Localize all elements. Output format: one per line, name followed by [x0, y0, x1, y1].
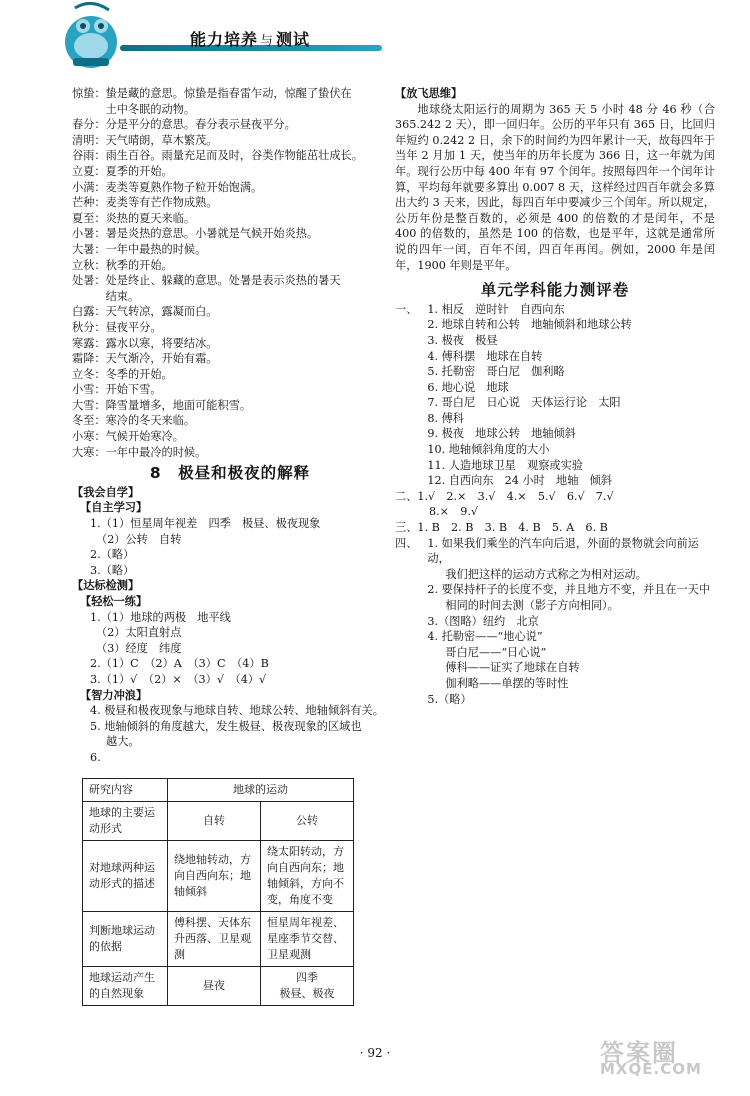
solar-term-row [72, 242, 388, 258]
extension-heading: 【放飞思维】 [395, 86, 463, 100]
answer-line: 2. 要保持杆子的长度不变，并且地方不变，并且在一天中 [427, 583, 711, 597]
solar-term-row [72, 164, 388, 180]
left-column [72, 86, 388, 1006]
mascot-logo-icon [55, 0, 130, 75]
page-number: · 92 · [359, 1046, 391, 1060]
definition-line: 麦类等夏熟作物子粒开始饱满。 [105, 180, 263, 194]
definition-line: 麦类等有芒作物成熟。 [105, 196, 218, 210]
table-cell: 地球的主要运动形式 [83, 801, 168, 840]
table-row [83, 801, 354, 840]
solar-term-name: 夏至： [72, 211, 106, 225]
answer-line: 3.（图略）纽约 北京 [427, 614, 539, 628]
solar-term-definition [106, 304, 218, 320]
table-cell: 傅科摆、天体东升西落、卫星观测 [168, 911, 261, 966]
table-cell: 公转 [261, 801, 354, 840]
solar-term-name: 小暑： [72, 227, 106, 241]
answer-line: 3.（略） [90, 563, 135, 577]
solar-term-row [72, 117, 388, 133]
solar-term-row [72, 211, 388, 227]
answer-line: 5. 托勒密 哥白尼 伽利略 [427, 365, 565, 379]
solar-term-definition [106, 164, 173, 180]
challenge-heading: 【智力冲浪】 [80, 687, 148, 702]
solar-term-row [72, 273, 388, 304]
solar-term-definition [106, 195, 218, 211]
right-column [395, 86, 715, 707]
table-row [83, 966, 354, 1005]
solar-term-definition [106, 320, 162, 336]
solar-term-row [72, 413, 388, 429]
solar-term-definition [106, 133, 218, 149]
book-title: 能力培养 与 测试 [190, 30, 311, 49]
solar-term-name: 春分： [72, 118, 106, 132]
answer-line: 越大。 [106, 735, 140, 749]
watermark [600, 1039, 702, 1078]
solar-term-row [72, 86, 388, 117]
check-heading: 【达标检测】 [72, 578, 140, 593]
table-cell: 自转 [168, 801, 261, 840]
answer-line: 2.（1）C （2）A （3）C （4）B [90, 657, 269, 671]
solar-term-name: 寒露： [72, 336, 106, 350]
table-header-cell: 地球的运动 [168, 778, 354, 801]
definition-line: 冬季的开始。 [105, 367, 173, 381]
solar-term-name: 谷雨： [72, 149, 106, 163]
solar-term-row [72, 226, 388, 242]
definition-line: 暑是炎热的意思。小暑就是气候开始炎热。 [105, 227, 319, 241]
part2: 二、1.√ 2.× 3.√ 4.× 5.√ 6.√ 7.√ [395, 489, 614, 503]
solar-term-definition [106, 398, 251, 414]
part-label: 四、 [395, 536, 418, 550]
answer-line: 7. 哥白尼 日心说 天体运行论 太阳 [427, 396, 621, 410]
table-cell: 绕太阳转动，方向自西向东；地轴倾斜，方向不变，角度不变 [261, 840, 354, 911]
definition-line: 开始下雪。 [105, 383, 162, 397]
solar-term-name: 小雪： [72, 383, 106, 397]
definition-line: 露水以寒，将要结冰。 [105, 336, 218, 350]
definition-line: 蛰是藏的意思。惊蛰是指春雷乍动，惊醒了蛰伏在 [105, 87, 352, 100]
definition-line: 雨生百谷。雨量充足而及时，谷类作物能茁壮成长。 [105, 149, 363, 163]
definition-line: 天气渐冷，开始有霜。 [105, 352, 218, 366]
solar-term-name: 小寒： [72, 430, 106, 444]
solar-term-definition [106, 336, 218, 352]
table-header-cell: 研究内容 [83, 778, 168, 801]
solar-term-row [72, 382, 388, 398]
definition-line: 一年中最热的时候。 [105, 242, 207, 256]
answer-line: 6. [90, 750, 101, 764]
solar-term-name: 立夏： [72, 164, 106, 178]
answer-line: 1.（1）地球的两极 地平线 [90, 610, 231, 624]
definition-line: 昼夜平分。 [105, 320, 162, 334]
definition-line: 气候开始寒冷。 [105, 430, 184, 444]
definition-line: 炎热的夏天来临。 [105, 211, 196, 225]
definition-line: 土中冬眠的动物。 [105, 102, 196, 116]
answer-line: 4. 极昼和极夜现象与地球自转、地球公转、地轴倾斜有关。 [90, 704, 384, 718]
table-cell: 判断地球运动的依据 [83, 911, 168, 966]
answer-line: 6. 地心说 地球 [427, 380, 509, 394]
solar-term-row [72, 133, 388, 149]
solar-term-name: 大暑： [72, 242, 106, 256]
solar-term-definition [106, 429, 184, 445]
answer-line: （2）太阳直射点 [96, 626, 182, 640]
part-label: 一、 [395, 302, 418, 316]
solar-term-name: 惊蛰： [72, 87, 106, 100]
answer-line: 傅科——证实了地球在自转 [445, 661, 580, 675]
solar-term-row [72, 429, 388, 445]
solar-term-name: 霜降： [72, 352, 106, 366]
answer-line: 1. 如果我们乘坐的汽车向后退，外面的景物就会向前运动， [427, 536, 699, 566]
section-title: 8 极昼和极夜的解释 [149, 464, 311, 483]
definition-line: 夏季的开始。 [105, 164, 173, 178]
definition-line: 天气晴朗，草木繁茂。 [105, 133, 218, 147]
answer-line: （2）公转 自转 [96, 532, 182, 546]
solar-term-definition [106, 211, 196, 227]
solar-term-definition [106, 445, 207, 461]
solar-term-row [72, 367, 388, 383]
answer-line: 10. 地轴倾斜角度的大小 [427, 443, 550, 457]
answer-line: 5. 地轴倾斜的角度越大，发生极昼、极夜现象的区域也 [90, 719, 362, 733]
solar-term-definition [106, 351, 218, 367]
solar-term-row [72, 320, 388, 336]
table-cell [261, 966, 354, 1005]
earth-motion-table [82, 778, 354, 1006]
easy-heading: 【轻松一练】 [80, 594, 148, 608]
answer-line: 8. 傅科 [427, 411, 464, 425]
solar-term-name: 冬至： [72, 414, 106, 428]
table-row [83, 911, 354, 966]
answer-line: 12. 自西向东 24 小时 地轴 倾斜 [427, 474, 612, 488]
solar-term-definition [106, 273, 341, 304]
solar-term-row [72, 336, 388, 352]
solar-term-definition [106, 226, 319, 242]
definition-line: 天气转凉，露凝而白。 [105, 305, 218, 319]
solar-term-definition [106, 148, 363, 164]
answer-line: 1. 相反 逆时针 自西向东 [427, 302, 565, 316]
solar-term-name: 处暑： [72, 274, 106, 288]
answer-line: 相同的时间去测（影子方向相同）。 [445, 599, 619, 612]
definition-line: 一年中最冷的时候。 [105, 445, 207, 459]
table-cell: 地球运动产生的自然现象 [83, 966, 168, 1005]
solar-term-definition [106, 180, 263, 196]
part1 [395, 302, 715, 489]
answer-line: 4. 傅科摆 地球在自转 [427, 349, 543, 363]
table-cell-line: 四季 [296, 970, 318, 984]
table-cell: 恒星周年视差、星座季节交替、卫星观测 [261, 911, 354, 966]
solar-term-name: 立秋： [72, 258, 106, 272]
solar-term-name: 立冬： [72, 367, 106, 381]
watermark-line: 答案圈 [600, 1039, 678, 1067]
solar-term-definition [106, 367, 173, 383]
answer-line: 2. 地球自转和公转 地轴倾斜和地球公转 [427, 318, 632, 332]
solar-term-definition [106, 413, 196, 429]
watermark-line: MXQE.COM [600, 1060, 702, 1078]
solar-term-name: 白露： [72, 305, 106, 319]
solar-term-row [72, 180, 388, 196]
solar-term-name: 芒种： [72, 196, 106, 210]
answer-line: 伽利略——单摆的等时性 [445, 676, 569, 690]
definition-line: 寒冷的冬天来临。 [105, 414, 196, 428]
answer-line: 11. 人造地球卫星 观察或实验 [427, 458, 583, 472]
definition-line: 分是平分的意思。春分表示昼夜平分。 [105, 118, 296, 132]
table-cell-line: 极昼、极夜 [279, 986, 335, 1000]
solar-term-row [72, 258, 388, 274]
solar-term-name: 大寒： [72, 445, 106, 459]
definition-line: 结束。 [105, 289, 140, 303]
solar-term-definition [106, 382, 162, 398]
part4 [395, 536, 715, 708]
definition-line: 降雪量增多，地面可能积雪。 [105, 398, 252, 412]
answer-line: 9. 极夜 地球公转 地轴倾斜 [427, 427, 576, 441]
definition-line: 秋季的开始。 [105, 258, 173, 272]
table-cell: 绕地轴转动，方向自西向东；地轴倾斜 [168, 840, 261, 911]
part3: 三、1. B 2. B 3. B 4. B 5. A 6. B [395, 521, 608, 535]
self-study-heading: 【我会自学】 [72, 484, 140, 499]
table-cell: 对地球两种运动形式的描述 [83, 840, 168, 911]
solar-term-name: 大雪： [72, 398, 106, 412]
answer-line: 5.（略） [427, 692, 472, 706]
answer-line: 我们把这样的运动方式称之为相对运动。 [445, 567, 647, 581]
solar-term-row [72, 195, 388, 211]
solar-term-name: 小满： [72, 180, 106, 194]
answer-line: （3）经度 纬度 [96, 641, 182, 655]
answer-line: 2.（略） [90, 548, 135, 562]
self-learn-heading: 【自主学习】 [80, 500, 148, 515]
solar-term-row [72, 304, 388, 320]
solar-term-name: 清明： [72, 133, 106, 147]
table-cell: 昼夜 [168, 966, 261, 1005]
solar-term-definition [106, 86, 352, 117]
solar-term-definition [106, 242, 207, 258]
answer-line: 3. 极夜 极昼 [427, 333, 498, 347]
part2-cont: 8.× 9.√ [429, 505, 479, 519]
solar-term-row [72, 148, 388, 164]
solar-term-definition [106, 117, 296, 133]
solar-term-definition [106, 258, 173, 274]
unit-test-title: 单元学科能力测评卷 [480, 281, 630, 300]
definition-line: 处是终止、躲藏的意思。处暑是表示炎热的暑天 [105, 274, 341, 288]
table-row [83, 840, 354, 911]
solar-terms-list [72, 86, 388, 460]
solar-term-name: 秋分： [72, 320, 106, 334]
solar-term-row [72, 398, 388, 414]
answer-line: 哥白尼——“日心说” [445, 645, 547, 659]
answer-line: 4. 托勒密——“地心说” [427, 630, 543, 644]
page-header [0, 0, 750, 80]
solar-term-row [72, 445, 388, 461]
answer-line: 1.（1）恒星周年视差 四季 极昼、极夜现象 [90, 517, 321, 531]
answer-line: 3.（1）√ （2）× （3）√ （4）√ [90, 672, 267, 686]
solar-term-row [72, 351, 388, 367]
extension-paragraph: 地球绕太阳运行的周期为 365 天 5 小时 48 分 46 秒（合 365.242 2 天），即一回归年。公历的平年只有 365 日，比回归年短约 0.242 2 日，余下的时间约为四年累计一天，故每四年于当年 2 月加 1 天，使当年的历年长度为 366 日，这一年就为闰年。现行公历中每 400 年有 97 个闰年。按照每四年一个闰年计算，平均每年就要多算出 0.007 8 天，这样经过四百年就会多算出大约 3 天来，因此，每四百年中要减少三个闰年。所以规定，公历年份是整百数的，必须是 400 的倍数的才是闰年，不是 400 的倍数的，虽然是 100 的倍数，也是平年，这就是通常所说的四年一闰，百年不闰，四百年再闰。例如，2000 年是闰年，1900 年则是平年。 [395, 102, 715, 272]
